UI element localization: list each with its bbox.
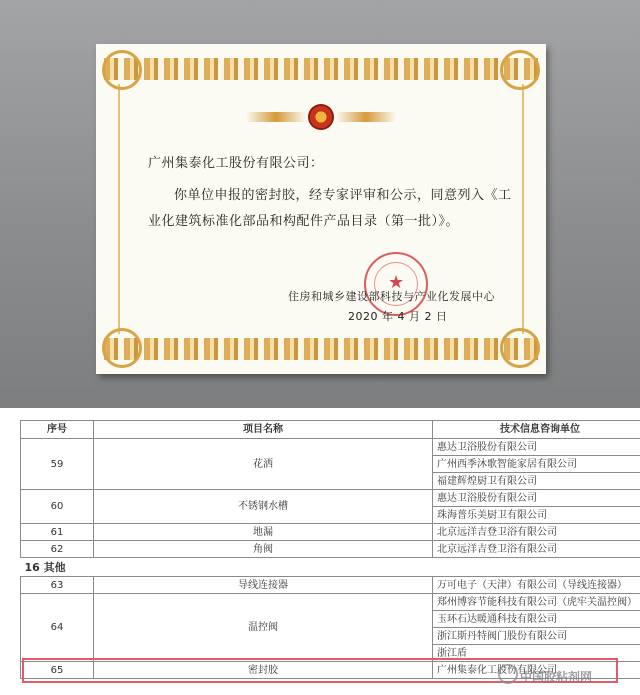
header-unit: 技术信息咨询单位 (433, 421, 640, 439)
row-consulting-unit: 惠达卫浴股份有限公司 (433, 490, 640, 507)
row-item-name: 温控阀 (94, 594, 433, 662)
header-num: 序号 (21, 421, 94, 439)
certificate-date: 2020 年 4 月 2 日 (348, 310, 448, 323)
table-row (21, 577, 640, 594)
emblem-wing-right (336, 112, 396, 122)
row-item-name: 地漏 (94, 524, 433, 541)
row-consulting-unit: 郑州博容节能科技有限公司（虎牢关温控阀） (433, 594, 640, 611)
watermark-text: 中国胶粘剂网 (520, 670, 593, 684)
row-consulting-unit: 玉环石达暖通科技有限公司 (433, 611, 640, 628)
row-number: 62 (21, 541, 94, 558)
emblem-icon (308, 104, 334, 130)
row-consulting-unit: 广州集泰化工股份有限公司 (433, 662, 640, 679)
corner-ornament (500, 50, 540, 90)
ornament-side-right (522, 84, 524, 334)
row-item-name: 导线连接器 (94, 577, 433, 594)
ornament-border-top (104, 58, 538, 80)
row-item-name: 密封胶 (94, 662, 433, 679)
corner-ornament (102, 50, 142, 90)
row-consulting-unit: 浙江斯丹特阀门股份有限公司 (433, 628, 640, 645)
row-number: 63 (21, 577, 94, 594)
section-row (21, 558, 640, 577)
section-title: 16 其他 (21, 558, 640, 577)
row-consulting-unit: 浙江盾 (433, 645, 640, 662)
header-name: 项目名称 (94, 421, 433, 439)
corner-ornament (500, 328, 540, 368)
certificate (96, 44, 546, 374)
row-number: 61 (21, 524, 94, 541)
table-row (21, 490, 640, 507)
row-consulting-unit: 福建辉煌厨卫有限公司 (433, 473, 640, 490)
certificate-addressee: 广州集泰化工股份有限公司： (148, 156, 324, 171)
row-item-name: 角阀 (94, 541, 433, 558)
row-number: 59 (21, 439, 94, 490)
row-number: 65 (21, 662, 94, 679)
row-number: 64 (21, 594, 94, 662)
table-row (21, 594, 640, 611)
row-number: 60 (21, 490, 94, 524)
corner-ornament (102, 328, 142, 368)
row-consulting-unit: 惠达卫浴股份有限公司 (433, 439, 640, 456)
product-catalog-table (20, 420, 640, 679)
certificate-body-line2: 业化建筑标准化部品和构配件产品目录（第一批）》。 (148, 214, 460, 229)
ornament-border-bottom (104, 338, 538, 360)
emblem-wing-left (246, 112, 306, 122)
row-consulting-unit: 广州西季沐歌智能家居有限公司 (433, 456, 640, 473)
table-row (21, 439, 640, 456)
table-row (21, 524, 640, 541)
table-header-row (21, 421, 640, 439)
row-item-name: 花洒 (94, 439, 433, 490)
certificate-body-line1: 你单位申报的密封胶，经专家评审和公示，同意列入《工 (174, 188, 512, 203)
ornament-side-left (118, 84, 120, 334)
seal-star-icon: ★ (388, 272, 405, 293)
official-seal (364, 252, 428, 316)
row-consulting-unit: 珠海普乐美厨卫有限公司 (433, 507, 640, 524)
certificate-issuer: 住房和城乡建设部科技与产业化发展中心 (288, 290, 495, 303)
row-consulting-unit: 万可电子（天津）有限公司（导线连接器） (433, 577, 640, 594)
product-catalog-table-area (20, 420, 637, 692)
row-consulting-unit: 北京远洋吉登卫浴有限公司 (433, 541, 640, 558)
table-row (21, 541, 640, 558)
row-consulting-unit: 北京远洋吉登卫浴有限公司 (433, 524, 640, 541)
watermark-logo-icon (498, 664, 518, 684)
section-divider (0, 408, 640, 418)
row-item-name: 不锈钢水槽 (94, 490, 433, 524)
